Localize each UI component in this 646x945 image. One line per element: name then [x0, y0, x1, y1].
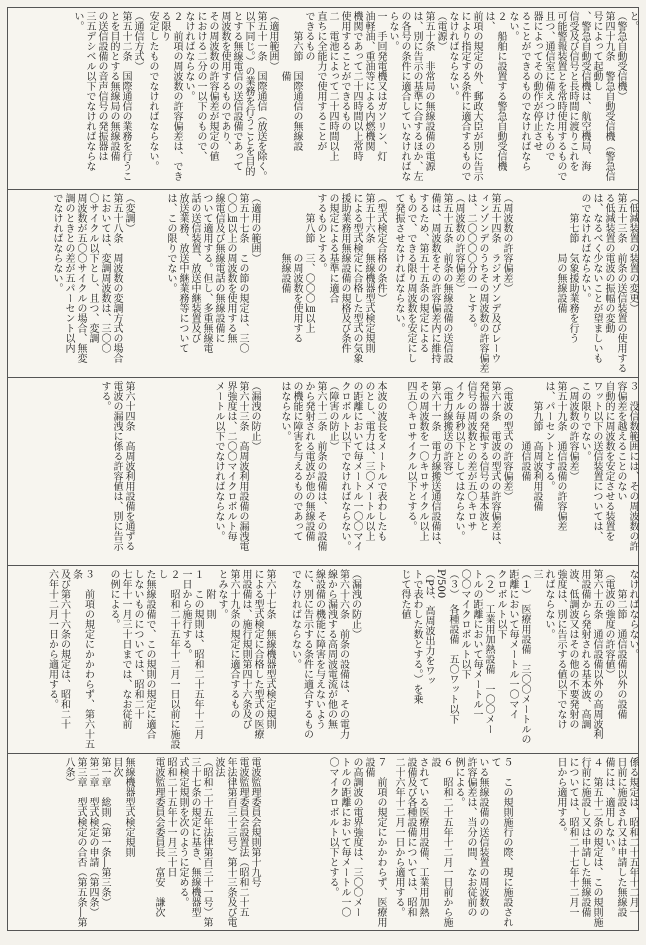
column-article-53: （低減装置の装置の変更） 第五十三条 前条の送信装置の使用する る低減装置の電波の振幅の変動 は、なるべく少ないことが望ましいも のでなければならない。 第七節 気象援助業務を行う 局の無線設備: [555, 193, 638, 373]
column-supplementary-5-6: ５ この規則施行の際、現に施設されて いる無線設備の送信装置の周波数の 許容偏差は、当分の間、なお従前の 例による。 ６ 昭和二十五年十二月一日前から施設 されている医療用設備、工業用加熱 設備及び各種設備については、昭和 二十六年十二月一日から適用する。: [393, 757, 512, 927]
column-article-59: ３ 没信数範囲には、その周波数の許 容偏差を越えることのない 自動的に周波数を安定させる装置を ワット以下の送信装置については、 この限りでない。 （周波数の許容偏差） 第五十九条 通信設備の許容偏差 は、パーセントとする。 第九節 高周波利用設備 通信設備: [519, 381, 638, 551]
column-article-67-supplementary: 第六十七条 無線機器型式検定規則 による型式検定に合格した型式の医療 用設備は、施行規則第四十六条及び 第六十九条の規定に適合するもの とみなす。 附 則 １ この規則は、昭和二十五年十二月 一日から施行する。: [180, 569, 275, 739]
column-article-56: （型式検定合格の条件） 第五十六条 無線機器型式検定規則 による型式検定に合格した型式の気象 援助業務用無線設備の規格及び条件 の規定による基準に適合 するものとする。 第八節 三、〇〇〇㎞以上 の周波数を使用する 無線設備: [279, 193, 386, 363]
column-article-52: （通信方式） 第五十二条 国際通信の業務を行うこ とを目的とする無線局の無線設備 の送信設備の音声信号の発振器は 三五デシベル以下でなければならな い。: [72, 11, 143, 181]
column-article-62: 本波の波長をメートルで表わしたも のとし、電力は、三〇メートル以上 の距離において毎メートル一〇〇マイ クロボルト以下でなければならない。 （障害の防止） 第六十二条 前条の設備は、その設備 から発射される電波が他の無線設備 の機能に障害を与えるものであって はならない。: [279, 381, 386, 551]
column-article-50: （電源） 第五十条 非常局の無線設備の電源 は、別に告示の基準に合するほか、左 の各号の条件に適合していなければな らない。 一 手回発電機又はガソリン、灯 油軽油、重油等による内燃機関 機関であって二十四時間以上常時 使用することができるもの 二 電池によって二十四時間以上 直ちに全能力で使用することが できるもの 第六節 国際通信の無線設 備: [279, 11, 446, 181]
column-supplementary-4: 係る規定は、昭和二十五年十二月一 日前に施設され又は申請した無線設 備には、適用しない。 ４ 第五十二条の規定は、この規則施 行前に施設し又は申請した無線設備 については、昭和二十七年十二月一 日から適用する。: [555, 757, 638, 927]
gazette-page: [7, 7, 639, 931]
column-article-51: （適用範囲） 第五十一条 国際通信（放送を除く。 以下同じ。）の業務を行うことを目的 とする無線電信の送信設備であって 周波数を使用するものであり、 その周波数の許容偏差が規定の値 における二分の一以下のもので、 なければならない。 ２ 前項の周波数の許容偏差は、できる限り 安定したものでなければならない。: [147, 11, 278, 181]
column-article-58: （変調） 第五十八条 周波数の変調方式の場合 においては、変調周波数は、三〇〇 〇サイクル以下とし、且つ、変調 周波数が五〇〇サイクルの場合、無変 調のときとの差が五パーセント以内 でなければならない。: [51, 193, 134, 363]
column-supplementary-3: ３ 前項の規定にかかわらず、第六十五条 及び第六十六条の規定は、昭和二十 六年十二月一日から適用する。: [46, 569, 94, 749]
column-supplementary-2: ２ 昭和二十五年十二月一日以前に施設し た無線設備で、この規則の規定に適合 しないものについては、昭和二十 七年十一月三十日までは、なお従前 の例による。: [108, 569, 179, 749]
column-article-63: （漏洩の防止） 第六十三条 高周波利用設備の漏洩電 界強度は、二〇〇マイクロボルト毎 メートル以下でなければならない。: [213, 381, 260, 551]
column-regulation-19-header: 電波監理委員会規則第十九号 電波監理委員会設置法（昭和二十五 年法律第百三十三号）第十三条及び電波法 （昭和二十五年法律第百三十一号）第 三十七条の規定に基き、無線機器型 式検定規則を次のように定める。 昭和二十五年十一月三十日 電波監理委員会委員長 富安 謙次: [153, 757, 260, 927]
tier-2: [8, 190, 638, 378]
column-article-66: （漏洩の防止） 第六十六条 前条の設備は、その電力 線から漏洩する高周波電流が他の無 線設備の機能に障害を与えないよう に、別に告示する条件に適合するもの でなければならない。: [289, 569, 361, 739]
column-limits-list: 三 （１） 医療用設備 三〇〇メートルの 距離において毎メートル一〇マイ クロボルト以下 （２） 工業用加熱設備 一〇〇メー トルの距離において毎メートル一 〇〇マイクロボルト以下 （３） 各種設備 五〇ワット以下: [447, 569, 542, 744]
tier-4: [8, 566, 638, 754]
column-article-49: と。 （警急自動受信機） 第四十九条 警急自動受信機（警急信号によって起動し 、警急自動受信機は、航空機局、海 信受及び信号と長時間に渡りこれを 可能警報装置とを常時使用するもので 且つ、通信室に備えつけたもので 器によってその動作が停止させ ることができるものでなければなら ない。 ２ 船舶に設置する警急自動受信機は、 前項の規定の外、郵政大臣が別に告示 により指定する条件に適合するもので なければならない。: [447, 11, 638, 181]
column-fraction: P/500 （Pは、高周波出力をワッ トで表わした数とする。）を乗 じて得た値: [399, 569, 446, 704]
tier-3: [8, 378, 638, 566]
tier-5: [8, 754, 638, 930]
column-supplementary-7: ７ 前項の規定にかかわらず、医療用設備 の高調波の電界強度は、三〇〇メー トルの距離において毎メートル一〇 〇マイクロボルト以下とする。: [327, 757, 386, 927]
tier-1: [8, 8, 638, 190]
column-article-57: （適用の範囲） 第五十七条 この節の規定は、三〇 〇〇㎞以上の周波数を使用する無 線電信及び無線電話の無線設備に ついて適用する。但し、多重無線電 話の送信装置、放送中継装置及び 放送業務、放送中継業務等について は、この限りでない。: [165, 193, 260, 353]
column-table-of-contents: 無線機器型式検定規則 目次 第一章 総則（第一条―第三条） 第二章 型式検定の申請（第四条） 第三章 型式検定の合否（第五条―第八条）: [63, 757, 134, 927]
column-article-64: 第六十四条 高周波利用設備を通ずる 電波の漏洩に係る許容値は、別に告示 する。: [99, 381, 134, 551]
column-article-60-61: （電波の型式の許容偏差） 第六十条 電波の型式の許容偏差は、 発振器の発振する信号の基本波と 信号の周波数との差が五〇キロサ イクル毎秒以下としてはならない。 （電力線搬送の許容） 第六十一条 電力線搬送通信設備は、 その周波数を一〇キロサイクル以上 四五〇キロサイクル以下とする。: [405, 381, 512, 551]
column-article-54-55: （周波数の許容偏差） 第五十四条 ラジオゾンデ及びレーウ ィンゾンデのうちその周波数の許容偏差 は、二〇〇〇〇分の一とする。 （周波数の許容偏差） 第五十五条 前条の無線設備の送信設 備は、周波数をその許容偏差内に維持 するため、第五十五条の規定による もので、できる限り周波数を安定にし て発振させなければならない。: [393, 193, 512, 373]
column-article-65: なければならない。 第二節 通信設備以外の設備 （電波の強度の許容値） 第六十五条 通信設備以外の高周波利 用設備から発射される基本波、高調 波、低調波又はその他の不要発射の 強度は、別に告示する値以下でなけ ればならない。: [543, 569, 638, 739]
